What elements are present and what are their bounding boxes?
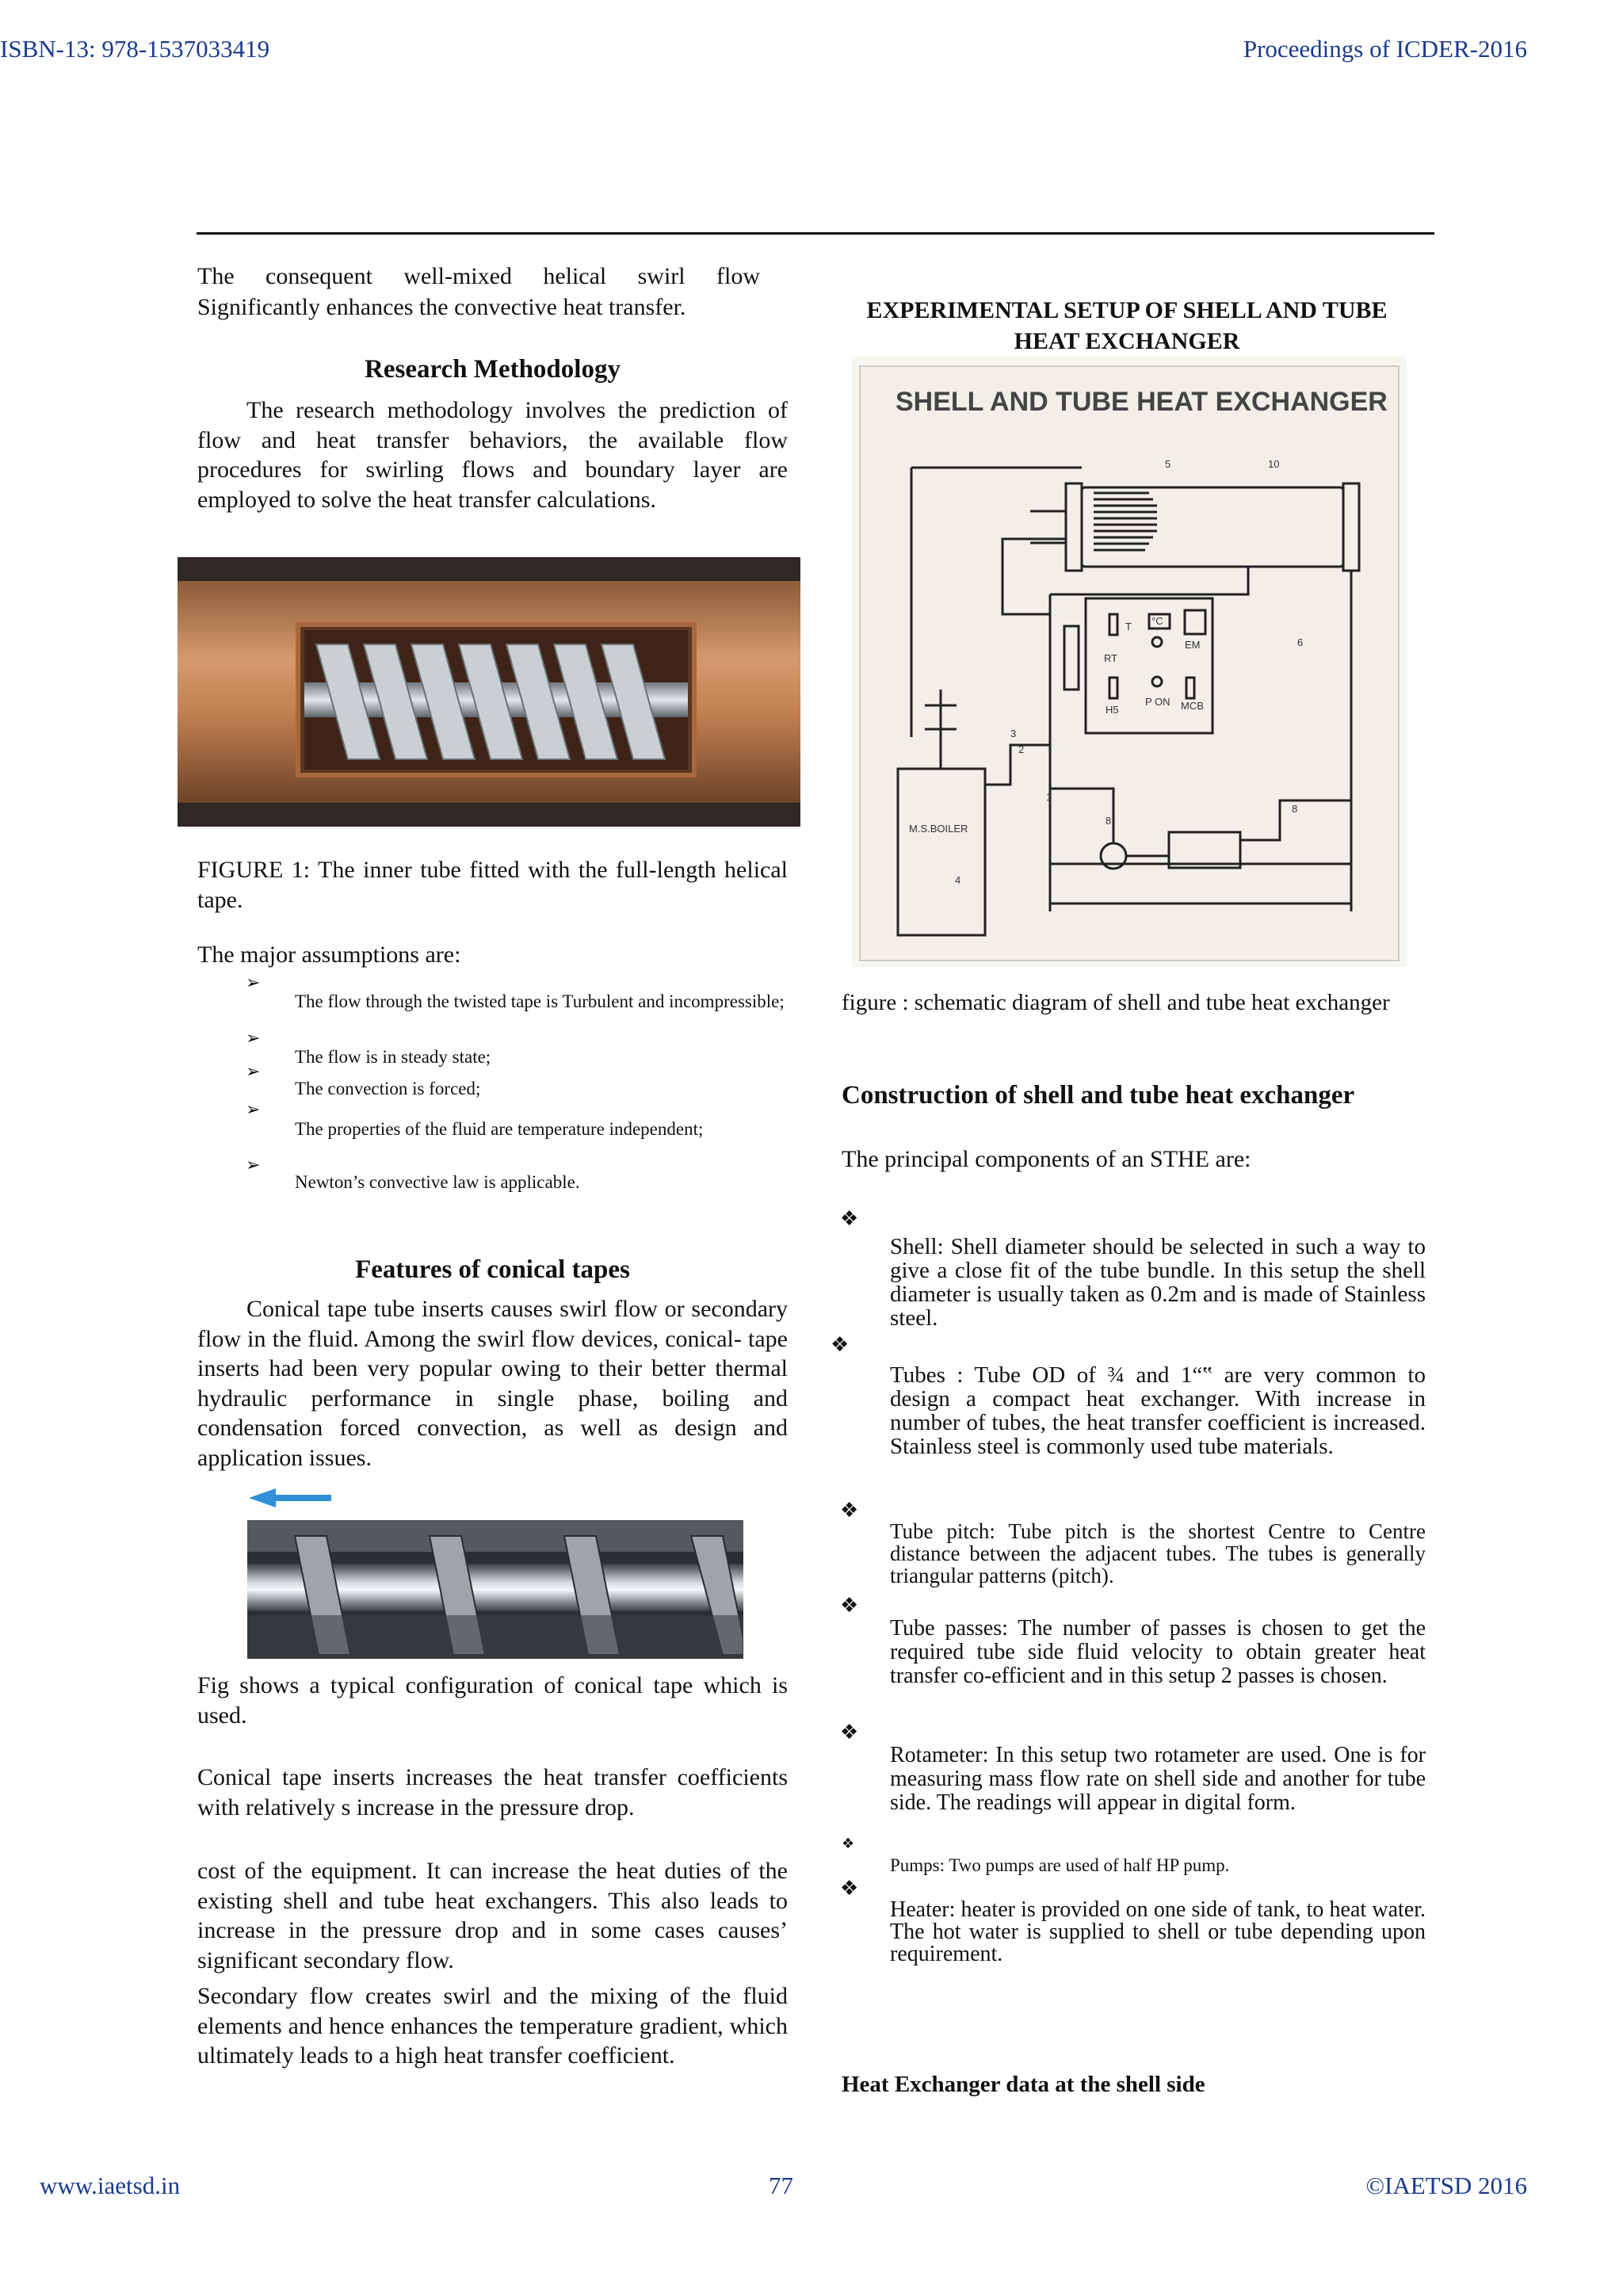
component-item: Tubes : Tube OD of ¾ and 1“‟ are very common to design a compact heat exchanger. With increase in number of tubes, the heat transfer coefficient is increased. Stainless steel is commonly used tube materials. bbox=[890, 1362, 1426, 1459]
direction-arrow-icon bbox=[246, 1484, 333, 1512]
components-intro: The principal components of an STHE are: bbox=[842, 1146, 1251, 1172]
diamond-bullet-icon: ❖ bbox=[831, 1333, 850, 1357]
research-methodology-paragraph: The research methodology involves the prediction of flow and heat transfer behaviors, the available flow procedures for swirling flows and boundary layer are employed to solve the heat transfer calculations. bbox=[197, 397, 788, 513]
footer-url-link[interactable]: www.iaetsd.in bbox=[40, 2172, 181, 2199]
label-degc: °C bbox=[1151, 615, 1163, 627]
features-paragraph: Conical tape tube inserts causes swirl flow or secondary flow in the fluid. Among the swirl flow devices, conical- tape inserts had been very popular owing to their better thermal hydraulic performance in single phase, boiling and condensation forced convection, as well as design and application issues. bbox=[197, 1296, 788, 1471]
diamond-bullet-icon: ❖ bbox=[840, 1594, 859, 1618]
component-item: Heater: heater is provided on one side of tank, to heat water. The hot water is supplied to shell or tube depending upon requirement. bbox=[890, 1897, 1426, 1966]
label-1: 1 bbox=[1046, 791, 1052, 803]
assumption-item: The flow through the twisted tape is Turbulent and incompressible; bbox=[295, 991, 785, 1011]
figure-1-helical-tape-photo bbox=[178, 557, 800, 827]
label-pon: P ON bbox=[1145, 696, 1170, 708]
label-boiler: M.S.BOILER bbox=[909, 823, 968, 835]
label-8b: 8 bbox=[1292, 803, 1298, 815]
component-item: Pumps: Two pumps are used of half HP pump. bbox=[890, 1855, 1230, 1875]
inserts-paragraph: Conical tape inserts increases the heat transfer coefficients with relatively s increase in the pressure drop. bbox=[197, 1764, 788, 1820]
label-5: 5 bbox=[1165, 458, 1171, 470]
label-2: 2 bbox=[1018, 743, 1025, 755]
assumption-item: The convection is forced; bbox=[295, 1079, 481, 1098]
figure-1-caption: FIGURE 1: The inner tube fitted with the full-length helical tape. bbox=[197, 857, 788, 913]
component-item: Tube passes: The number of passes is chosen to get the required tube side fluid velocity to obtain greater heat transfer co-efficient and in this setup 2 passes is chosen. bbox=[890, 1616, 1426, 1688]
assumptions-intro: The major assumptions are: bbox=[197, 942, 461, 968]
label-h5: H5 bbox=[1106, 704, 1119, 716]
diamond-bullet-icon: ❖ bbox=[840, 1207, 859, 1231]
component-item: Shell: Shell diameter should be selected in such a way to give a close fit of the tube bundle. In this setup the shell diameter is usually taken as 0.2m and is made of Stainless steel. bbox=[890, 1234, 1426, 1331]
sthe-schematic-diagram bbox=[852, 357, 1407, 967]
diamond-bullet-icon: ❖ bbox=[840, 1499, 859, 1522]
label-10: 10 bbox=[1268, 458, 1280, 470]
label-3: 3 bbox=[1010, 728, 1017, 739]
diamond-bullet-icon: ❖ bbox=[840, 1721, 859, 1744]
intro-line-1: The consequent well-mixed helical swirl flow bbox=[197, 263, 760, 289]
conical-tape-caption: Fig shows a typical configuration of conical tape which is used. bbox=[197, 1672, 788, 1729]
label-6: 6 bbox=[1297, 636, 1304, 648]
label-rt: RT bbox=[1104, 652, 1118, 664]
conical-tape-photo bbox=[247, 1520, 743, 1659]
label-mcb: MCB bbox=[1181, 700, 1204, 712]
arrow-bullet-icon: ➢ bbox=[246, 1029, 261, 1049]
diagram-caption: figure : schematic diagram of shell and tube heat exchanger bbox=[842, 990, 1390, 1015]
experimental-setup-heading: EXPERIMENTAL SETUP OF SHELL AND TUBE HEAT EXCHANGER bbox=[866, 297, 1388, 354]
arrow-bullet-icon: ➢ bbox=[246, 1156, 261, 1175]
arrow-bullet-icon: ➢ bbox=[246, 1062, 261, 1082]
assumption-item: The flow is in steady state; bbox=[295, 1047, 491, 1067]
cost-paragraph: cost of the equipment. It can increase the heat duties of the existing shell and tube heat exchangers. This also leads to increase in the pressure drop and in some cases causes’ significant secondary flow. bbox=[197, 1858, 788, 1973]
diagram-title: SHELL AND TUBE HEAT EXCHANGER bbox=[896, 387, 1388, 417]
label-4: 4 bbox=[955, 874, 961, 886]
label-t: T bbox=[1125, 621, 1132, 632]
assumption-item: Newton’s convective law is applicable. bbox=[295, 1172, 580, 1192]
research-methodology-heading: Research Methodology bbox=[365, 355, 621, 384]
secondary-flow-paragraph: Secondary flow creates swirl and the mixing of the fluid elements and hence enhances the temperature gradient, which ultimately leads to a high heat transfer coefficient. bbox=[197, 1983, 788, 2069]
arrow-bullet-icon: ➢ bbox=[246, 1100, 261, 1120]
component-item: Rotameter: In this setup two rotameter are used. One is for measuring mass flow rate on shell side and another for tube side. The readings will appear in digital form. bbox=[890, 1743, 1426, 1815]
assumption-item: The properties of the fluid are temperature independent; bbox=[295, 1119, 704, 1139]
page-number: 77 bbox=[769, 2172, 793, 2199]
diamond-bullet-icon: ❖ bbox=[840, 1877, 859, 1901]
header-rule bbox=[197, 232, 1434, 235]
component-item: Tube pitch: Tube pitch is the shortest Centre to Centre distance between the adjacent tubes. The tubes is generally triangular patterns (pitch). bbox=[890, 1519, 1426, 1587]
intro-line-2: Significantly enhances the convective heat transfer. bbox=[197, 294, 686, 320]
construction-heading: Construction of shell and tube heat exchanger bbox=[842, 1081, 1355, 1110]
features-conical-tapes-heading: Features of conical tapes bbox=[355, 1255, 630, 1284]
diamond-bullet-icon: ❖ bbox=[842, 1836, 855, 1852]
footer-copyright: ©IAETSD 2016 bbox=[1365, 2172, 1527, 2199]
label-8a: 8 bbox=[1106, 815, 1112, 827]
arrow-bullet-icon: ➢ bbox=[246, 973, 261, 993]
shell-side-data-heading: Heat Exchanger data at the shell side bbox=[842, 2072, 1205, 2097]
label-em: EM bbox=[1185, 639, 1201, 651]
isbn-header: ISBN-13: 978-1537033419 bbox=[0, 35, 270, 63]
proceedings-header: Proceedings of ICDER-2016 bbox=[1243, 35, 1527, 63]
